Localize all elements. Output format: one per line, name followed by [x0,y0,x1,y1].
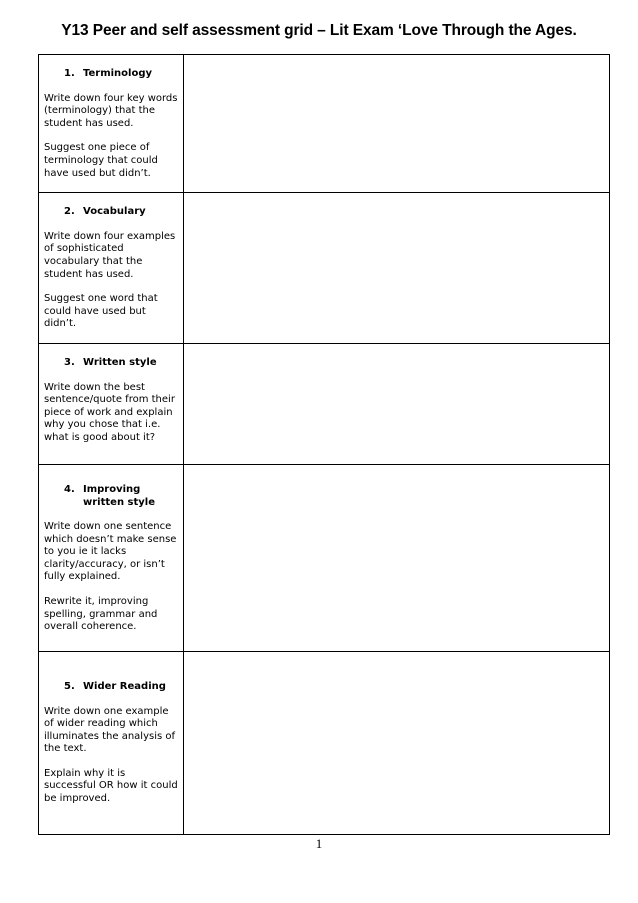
section-number: 5. [64,680,75,692]
prompt-text: Write down four key words (terminology) that the student has used. [44,92,178,129]
section-heading [44,206,178,219]
section-heading [44,484,178,509]
grid-row-terminology [39,55,610,193]
section-number: 4. [64,483,75,495]
prompt-text: Write down one sentence which doesn’t make sense to you ie it lacks clarity/accuracy, or isn’t fully explained. [44,521,177,583]
answer-cell[interactable] [184,464,610,651]
answer-cell[interactable] [184,193,610,344]
answer-cell[interactable] [184,55,610,193]
prompt-cell [39,651,184,834]
section-number: 1. [64,68,75,79]
section-heading [44,681,178,694]
prompt-text: Write down four examples of sophisticated vocabulary that the student has used. [44,230,176,280]
prompt-text: Suggest one word that could have used but didn’t. [44,293,158,330]
answer-cell[interactable] [184,651,610,834]
section-heading [44,68,178,81]
section-title: Improving written style [83,483,156,508]
prompt-cell [39,193,184,344]
page-title: Y13 Peer and self assessment grid – Lit Exam ‘Love Through the Ages. [61,22,577,39]
grid-row-written-style [39,343,610,464]
grid-row-vocabulary [39,193,610,344]
prompt-cell [39,55,184,193]
section-title: Wider Reading [83,680,166,692]
section-title: Terminology [83,68,153,79]
prompt-text: Suggest one piece of terminology that could have used but didn’t. [44,142,158,179]
page-number: 1 [315,836,323,851]
section-number: 2. [64,206,75,218]
prompt-cell [39,343,184,464]
prompt-text: Write down the best sentence/quote from their piece of work and explain why you chose that i.e. what is good about it? [44,381,175,443]
prompt-text: Rewrite it, improving spelling, grammar and overall coherence. [44,596,158,633]
section-number: 3. [64,356,75,368]
grid-row-wider-reading [39,651,610,834]
prompt-text: Write down one example of wider reading which illuminates the analysis of the text. [44,705,176,755]
section-title: Vocabulary [83,206,146,218]
grid-row-improving-written-style [39,464,610,651]
prompt-cell [39,464,184,651]
section-title: Written style [83,356,157,368]
answer-cell[interactable] [184,343,610,464]
section-heading [44,357,178,370]
prompt-text: Explain why it is successful OR how it could be improved. [44,767,178,805]
assessment-grid [38,54,610,835]
